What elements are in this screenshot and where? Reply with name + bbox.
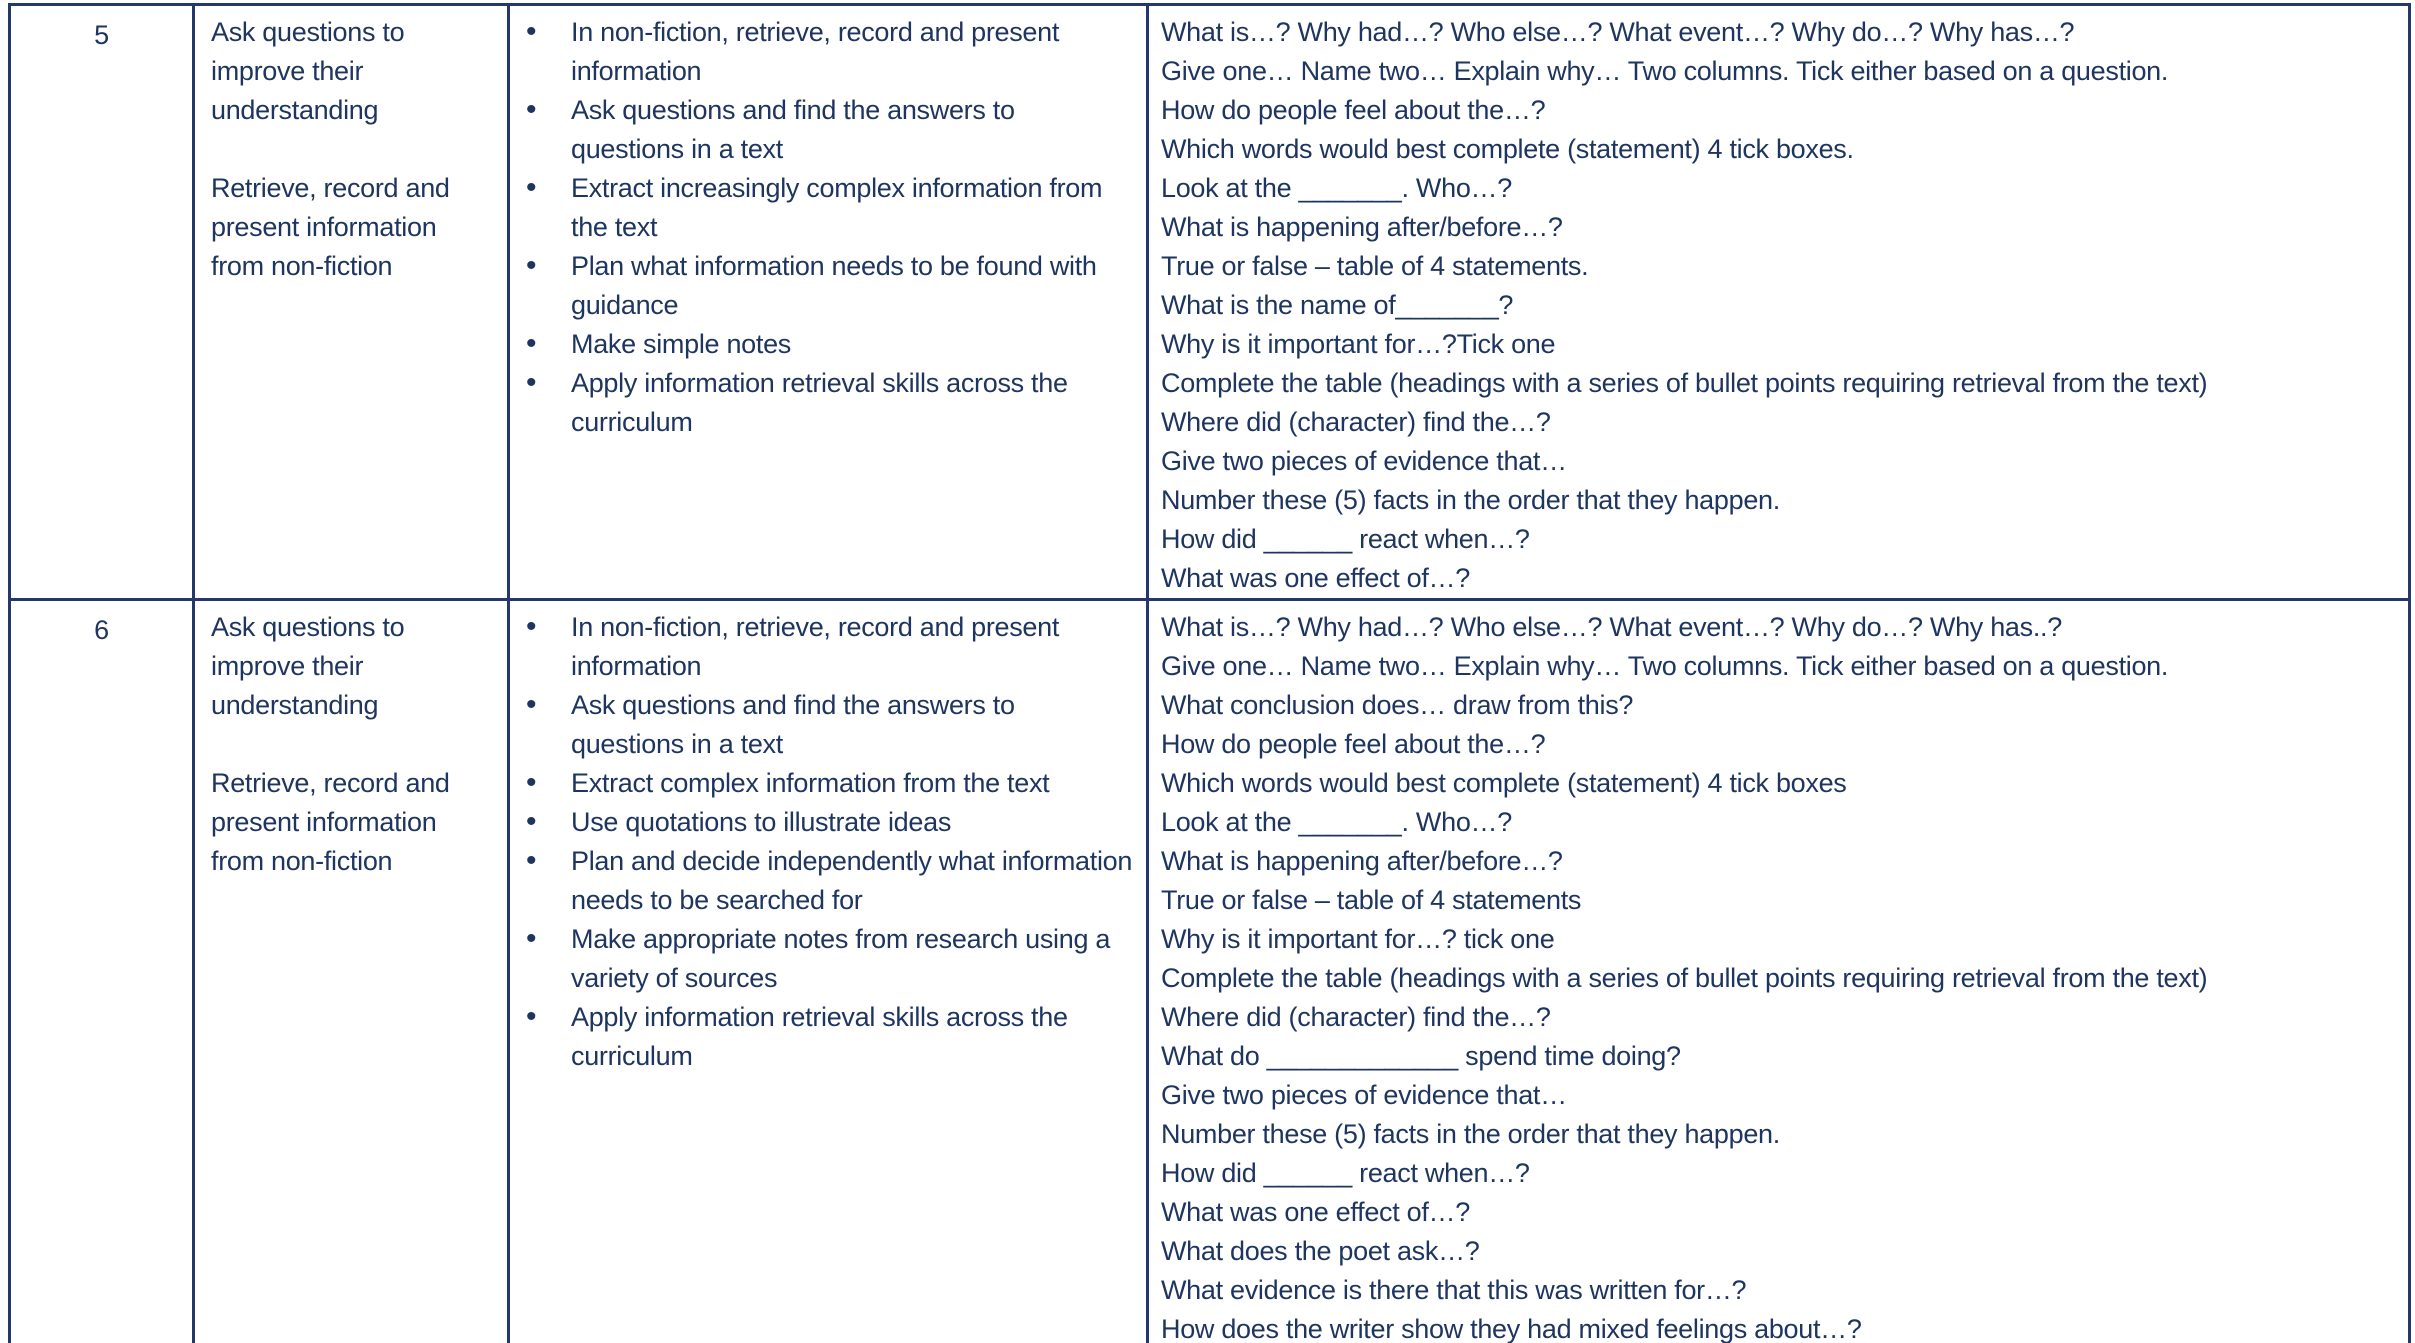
skill-text: Use quotations to illustrate ideas — [571, 807, 952, 837]
question-line: What is happening after/before…? — [1161, 846, 1563, 876]
question-line: How does the writer show they had mixed feelings about…? — [1161, 1314, 1862, 1343]
bullet-icon: • — [526, 610, 537, 643]
skill-item — [510, 364, 1134, 442]
bullet-icon: • — [526, 688, 537, 721]
question-line: What evidence is there that this was written for…? — [1161, 1275, 1747, 1305]
question-line: Why is it important for…? tick one — [1161, 924, 1555, 954]
skill-item — [510, 325, 1134, 364]
question-line: Number these (5) facts in the order that they happen. — [1161, 1119, 1780, 1149]
skill-text: In non-fiction, retrieve, record and present information — [571, 612, 1060, 681]
skill-item — [510, 920, 1134, 998]
skill-text: Apply information retrieval skills across the curriculum — [571, 368, 1068, 437]
question-line: How did ______ react when…? — [1161, 524, 1530, 554]
question-line: Look at the _______. Who…? — [1161, 173, 1512, 203]
question-line: Which words would best complete (statement) 4 tick boxes. — [1161, 134, 1854, 164]
objective-text: Retrieve, record and present information from non-fiction — [211, 173, 450, 281]
question-line: What is the name of_______? — [1161, 290, 1514, 320]
skill-item — [510, 91, 1134, 169]
skill-text: Extract complex information from the text — [571, 768, 1050, 798]
bullet-icon: • — [526, 805, 537, 838]
question-line: Where did (character) find the…? — [1161, 1002, 1551, 1032]
skills-list — [510, 608, 1134, 1076]
bullet-icon: • — [526, 1000, 537, 1033]
table-row — [10, 600, 2410, 1343]
question-line: Look at the _______. Who…? — [1161, 807, 1512, 837]
question-line: What does the poet ask…? — [1161, 1236, 1480, 1266]
question-line: What is happening after/before…? — [1161, 212, 1563, 242]
reading-objectives-table — [8, 3, 2411, 1343]
bullet-icon: • — [526, 327, 537, 360]
question-line: Give two pieces of evidence that… — [1161, 1080, 1567, 1110]
question-line: Complete the table (headings with a series of bullet points requiring retrieval from the text) — [1161, 963, 2208, 993]
skills-cell — [509, 600, 1148, 1343]
skill-text: In non-fiction, retrieve, record and present information — [571, 17, 1060, 86]
year-group-label: 5 — [10, 5, 194, 600]
question-line: What is…? Why had…? Who else…? What event…? Why do…? Why has…? — [1161, 17, 2075, 47]
skill-text: Make simple notes — [571, 329, 791, 359]
objective-text: Ask questions to improve their understanding — [211, 612, 405, 720]
bullet-icon: • — [526, 93, 537, 126]
objective-text: Ask questions to improve their understanding — [211, 17, 405, 125]
year-group-label: 6 — [10, 600, 194, 1343]
skill-item — [510, 998, 1134, 1076]
question-line: True or false – table of 4 statements. — [1161, 251, 1589, 281]
skill-text: Extract increasingly complex information from the text — [571, 173, 1103, 242]
bullet-icon: • — [526, 844, 537, 877]
bullet-icon: • — [526, 922, 537, 955]
skill-item — [510, 764, 1134, 803]
skill-text: Plan and decide independently what information needs to be searched for — [571, 846, 1133, 915]
skill-text: Make appropriate notes from research using a variety of sources — [571, 924, 1111, 993]
question-line: How do people feel about the…? — [1161, 95, 1546, 125]
skill-item — [510, 169, 1134, 247]
bullet-icon: • — [526, 171, 537, 204]
skill-text: Ask questions and find the answers to questions in a text — [571, 95, 1015, 164]
question-line: What conclusion does… draw from this? — [1161, 690, 1634, 720]
example-questions-cell — [1148, 5, 2410, 600]
skill-item — [510, 842, 1134, 920]
skill-text: Apply information retrieval skills across the curriculum — [571, 1002, 1068, 1071]
question-line: What do _____________ spend time doing? — [1161, 1041, 1681, 1071]
skills-cell — [509, 5, 1148, 600]
question-line: Give two pieces of evidence that… — [1161, 446, 1567, 476]
question-line: Complete the table (headings with a series of bullet points requiring retrieval from the text) — [1161, 368, 2208, 398]
question-line: How did ______ react when…? — [1161, 1158, 1530, 1188]
bullet-icon: • — [526, 15, 537, 48]
bullet-icon: • — [526, 766, 537, 799]
skill-text: Plan what information needs to be found with guidance — [571, 251, 1097, 320]
question-line: Where did (character) find the…? — [1161, 407, 1551, 437]
skill-item — [510, 803, 1134, 842]
bullet-icon: • — [526, 249, 537, 282]
skill-text: Ask questions and find the answers to questions in a text — [571, 690, 1015, 759]
question-line: What was one effect of…? — [1161, 1197, 1470, 1227]
bullet-icon: • — [526, 366, 537, 399]
question-line: What was one effect of…? — [1161, 563, 1470, 593]
question-line: Give one… Name two… Explain why… Two columns. Tick either based on a question. — [1161, 56, 2169, 86]
skill-item — [510, 608, 1134, 686]
table-row — [10, 5, 2410, 600]
skill-item — [510, 13, 1134, 91]
objectives-cell — [194, 600, 509, 1343]
objectives-cell — [194, 5, 509, 600]
question-line: True or false – table of 4 statements — [1161, 885, 1582, 915]
objective-text: Retrieve, record and present information from non-fiction — [211, 768, 450, 876]
example-questions-cell — [1148, 600, 2410, 1343]
skills-list — [510, 13, 1134, 442]
question-line: Why is it important for…?Tick one — [1161, 329, 1556, 359]
question-line: Number these (5) facts in the order that they happen. — [1161, 485, 1780, 515]
skill-item — [510, 686, 1134, 764]
question-line: How do people feel about the…? — [1161, 729, 1546, 759]
question-line: Which words would best complete (statement) 4 tick boxes — [1161, 768, 1847, 798]
question-line: Give one… Name two… Explain why… Two columns. Tick either based on a question. — [1161, 651, 2169, 681]
question-line: What is…? Why had…? Who else…? What event…? Why do…? Why has..? — [1161, 612, 2062, 642]
skill-item — [510, 247, 1134, 325]
